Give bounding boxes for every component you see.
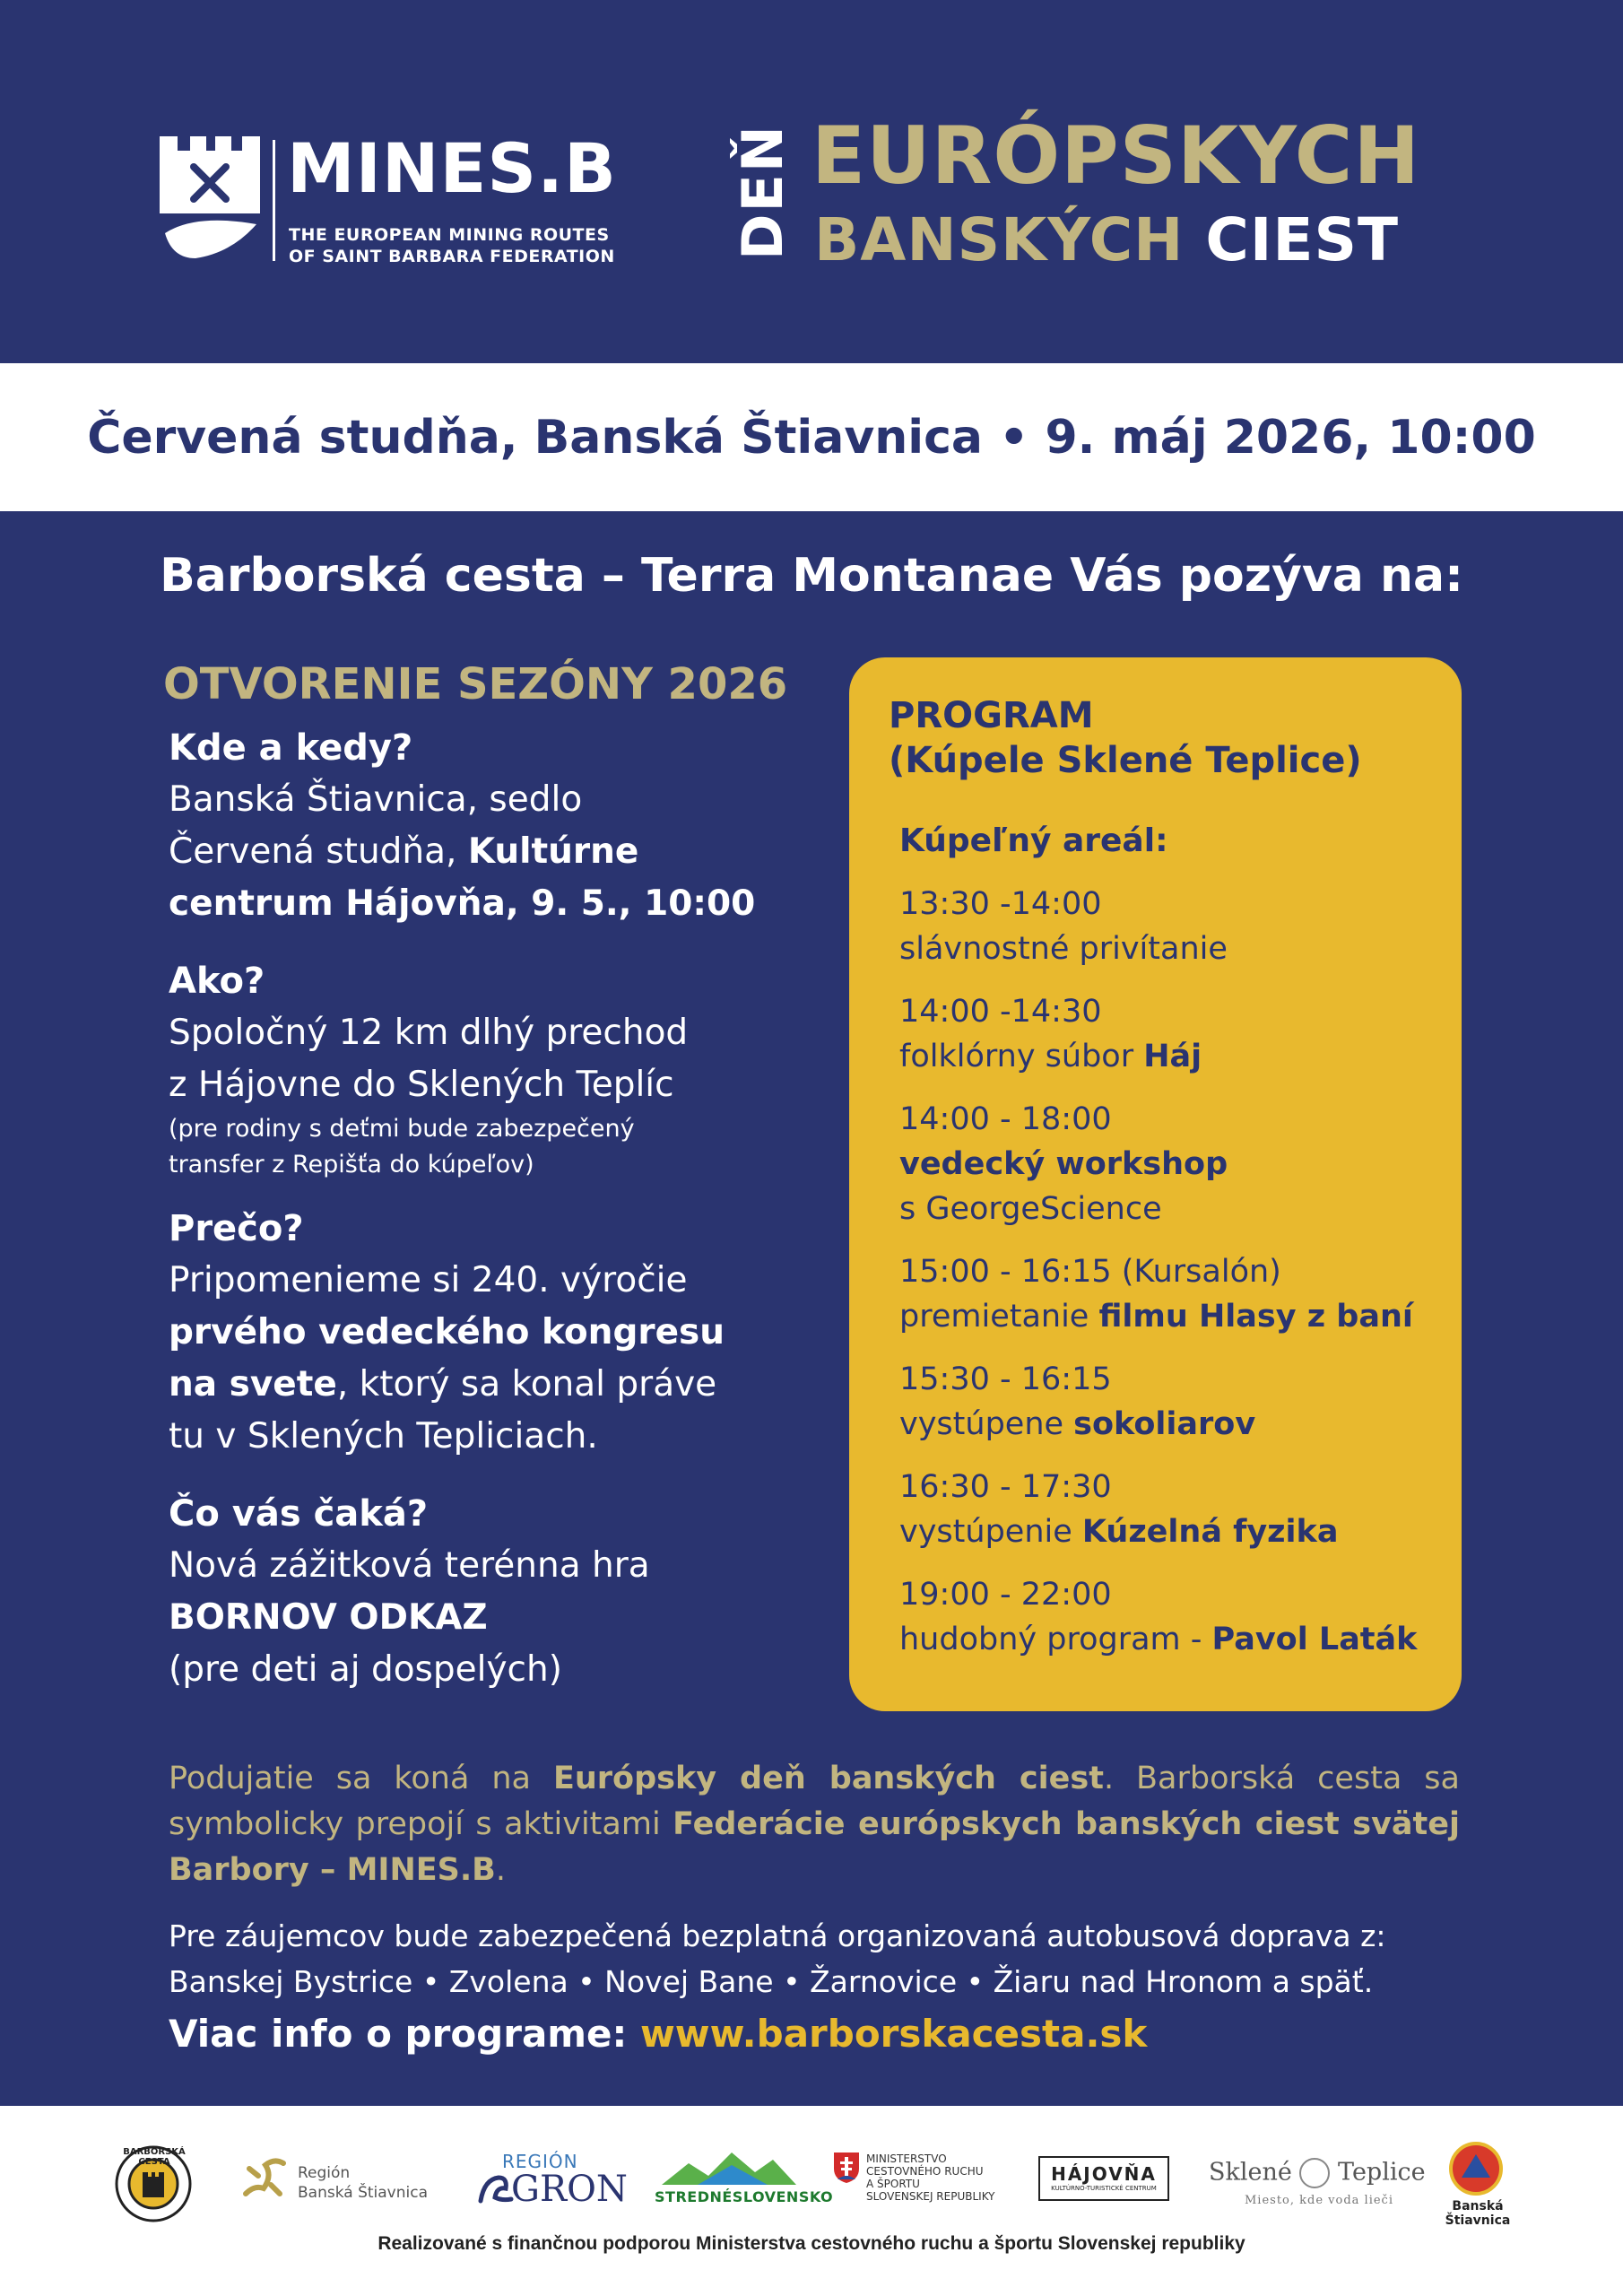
why-line1: Pripomenieme si 240. výročie: [169, 1260, 688, 1300]
den-vertical-label: DEŇ: [730, 124, 795, 260]
why-line2: [169, 1307, 796, 1359]
program-item-desc: [899, 1509, 1426, 1554]
how-line1: Spoločný 12 km dlhý prechod: [169, 1013, 689, 1053]
program-item-text: slávnostné privítanie: [899, 931, 1228, 967]
where-when-line2-bold: Kultúrne: [467, 831, 639, 872]
logo-name: MINES.B: [287, 128, 617, 208]
footer-p1-e: .: [495, 1852, 506, 1888]
hajovna-logo: [1038, 2156, 1169, 2201]
sklene-teplice-logo: [1209, 2158, 1426, 2188]
title-line2-gold: BANSKÝCH: [814, 205, 1185, 274]
sklene-drop-icon: [1299, 2158, 1330, 2188]
program-item-time: 16:30 - 17:30: [899, 1469, 1112, 1505]
invite-heading: Barborská cesta – Terra Montanae Vás pozýva na:: [160, 549, 1463, 603]
region-bs-line1: Región: [298, 2164, 351, 2182]
program-item-text: premietanie: [899, 1299, 1099, 1335]
program-box: [849, 657, 1462, 1711]
title-line2: [814, 205, 1400, 274]
season-title: OTVORENIE SEZÓNY 2026: [163, 659, 788, 709]
program-item-desc: [899, 926, 1426, 971]
program-item-desc: [899, 1142, 1426, 1187]
how-block: [169, 955, 796, 1183]
program-item-desc: [899, 1402, 1426, 1447]
program-item-bold: filmu Hlasy z baní: [1098, 1299, 1413, 1335]
hajovna-name: HÁJOVŇA: [1051, 2163, 1157, 2185]
program-item-bold: Háj: [1143, 1039, 1202, 1074]
how-note-line1: (pre rodiny s deťmi bude zabezpečený: [169, 1115, 635, 1143]
why-question: Prečo?: [169, 1208, 304, 1249]
more-info-label: Viac info o programe:: [169, 2012, 640, 2056]
program-item-text: folklórny súbor: [899, 1039, 1144, 1074]
funding-note: Realizované s finančnou podporou Ministerstva cestovného ruchu a športu Slovenskej republiky: [378, 2233, 1245, 2254]
program-item-bold: sokoliarov: [1073, 1406, 1256, 1442]
what-line2-bold: BORNOV ODKAZ: [169, 1597, 488, 1638]
region-bs-line2: Banská Štiavnica: [298, 2184, 428, 2202]
why-line3-plain: , ktorý sa konal práve: [336, 1364, 717, 1405]
title-line1: EURÓPSKYCH: [812, 109, 1421, 202]
footer-transport-line2: Banskej Bystrice • Zvolena • Novej Bane • Žarnovice • Žiaru nad Hronom a späť.: [169, 1964, 1374, 1999]
program-item-time: 19:00 - 22:00: [899, 1577, 1112, 1613]
ministry-line3: A ŠPORTU: [866, 2178, 920, 2190]
location-bar: [0, 363, 1623, 511]
how-note-line2: transfer z Repišťa do kúpeľov): [169, 1151, 534, 1178]
location-text: Červená studňa, Banská Štiavnica • 9. máj 2026, 10:00: [87, 410, 1536, 465]
region-gron-line1: REGIÓN: [502, 2151, 578, 2172]
where-when-line3: [169, 878, 796, 930]
program-item-time: 14:00 -14:30: [899, 994, 1102, 1030]
region-gron-line2: GRON: [511, 2169, 628, 2210]
program-item-time: 15:30 - 16:15: [899, 1361, 1112, 1397]
why-block: [169, 1203, 796, 1463]
footer-p1-c: . Barborská cesta sa symbolicky prepojí s aktivitami: [169, 1761, 1460, 1842]
program-title-line2: (Kúpele Sklené Teplice): [889, 740, 1362, 781]
sklene-teplice-tagline: Miesto, kde voda lieči: [1245, 2194, 1393, 2207]
logo-divider: [273, 140, 275, 261]
why-line3-bold: na svete: [169, 1364, 337, 1405]
program-item-desc: [899, 1617, 1426, 1662]
banska-stiavnica-emblem-icon: [1449, 2142, 1503, 2196]
program-item-desc: [899, 1034, 1426, 1079]
program-item: [899, 989, 1426, 1079]
program-area-label: Kúpeľný areál:: [899, 822, 1168, 859]
header-banner: [0, 0, 1623, 363]
program-item-time: 14:00 - 18:00: [899, 1101, 1112, 1137]
sponsors-strip: [0, 2106, 1623, 2296]
logo-subtitle: [289, 224, 615, 267]
program-item-bold: Pavol Laták: [1211, 1622, 1418, 1657]
program-item-bold: vedecký workshop: [899, 1146, 1228, 1182]
ministry-line4: SLOVENSKEJ REPUBLIKY: [866, 2190, 995, 2203]
ministry-label: [866, 2152, 994, 2203]
footer-p1-a: Podujatie sa koná na: [169, 1761, 553, 1796]
program-item: [899, 1097, 1426, 1231]
more-info-link[interactable]: www.barborskacesta.sk: [639, 2012, 1148, 2056]
where-when-block: [169, 722, 796, 930]
what-question: Čo vás čaká?: [169, 1493, 429, 1535]
mines-castle-logo-icon: [160, 136, 260, 262]
footer-p1-b: Európsky deň banských ciest: [552, 1761, 1104, 1796]
why-line3: [169, 1359, 796, 1411]
what-line1: Nová zážitková terénna hra: [169, 1545, 650, 1586]
ministry-line2: CESTOVNÉHO RUCHU: [866, 2165, 984, 2178]
title-line2-white: CIEST: [1205, 205, 1400, 274]
where-when-question: Kde a kedy?: [169, 727, 413, 769]
region-bs-label: [298, 2163, 428, 2203]
slovak-coat-of-arms-icon: [834, 2152, 859, 2183]
program-item: [899, 1465, 1426, 1554]
program-item: [899, 1572, 1426, 1662]
program-list: [889, 882, 1426, 1662]
footer-paragraph-transport: [169, 1913, 1460, 2005]
footer-paragraph-federation: [169, 1756, 1460, 1893]
where-when-line2: [169, 826, 796, 878]
what-block: [169, 1488, 796, 1696]
program-item-text: vystúpene: [899, 1406, 1074, 1442]
logo-subtitle-line1: THE EUROPEAN MINING ROUTES: [289, 225, 610, 245]
program-item-text2: s GeorgeScience: [899, 1191, 1162, 1227]
region-bs-salamander-icon: [239, 2149, 292, 2205]
program-item-desc: [899, 1294, 1426, 1339]
how-line2: z Hájovne do Sklených Teplíc: [169, 1065, 674, 1105]
stredne-slovensko-label: STREDNÉSLOVENSKO: [655, 2188, 834, 2205]
program-item-bold: Kúzelná fyzika: [1081, 1514, 1339, 1550]
sklene-word: Sklené: [1209, 2158, 1292, 2187]
program-item-text: vystúpenie: [899, 1514, 1082, 1550]
footer-p1-d: Federácie európskych banských ciest svätej Barbory – MINES.B: [169, 1806, 1460, 1888]
program-item: [899, 882, 1426, 971]
logo-subtitle-line2: OF SAINT BARBARA FEDERATION: [289, 247, 615, 266]
ministry-line1: MINISTERSTVO: [866, 2152, 947, 2165]
hajovna-subtitle: KULTÚRNO-TURISTICKÉ CENTRUM: [1051, 2185, 1157, 2192]
where-when-line2-plain: Červená studňa,: [169, 831, 468, 872]
why-line4: tu v Sklených Tepliciach.: [169, 1416, 598, 1457]
footer-transport-line1: Pre záujemcov bude zabezpečená bezplatná organizovaná autobusová doprava z:: [169, 1918, 1386, 1953]
program-item-time: 15:00 - 16:15 (Kursalón): [899, 1254, 1281, 1290]
program-title-line1: PROGRAM: [889, 695, 1094, 736]
banska-stiavnica-label: Banská Štiavnica: [1445, 2199, 1511, 2228]
teplice-word: Teplice: [1338, 2158, 1426, 2187]
where-when-line3-bold: centrum Hájovňa, 9. 5., 10:00: [169, 883, 756, 924]
program-item-text: hudobný program -: [899, 1622, 1212, 1657]
stredne-slovensko-hills-icon: [662, 2152, 796, 2185]
program-item: [899, 1249, 1426, 1339]
program-item-time: 13:30 -14:00: [899, 886, 1102, 922]
program-item: [899, 1357, 1426, 1447]
why-line2-bold: prvého vedeckého kongresu: [169, 1312, 725, 1352]
program-title: [889, 693, 1426, 783]
barborska-ring-text: BARBORSKÁ CESTA: [123, 2147, 186, 2167]
how-question: Ako?: [169, 961, 265, 1002]
event-details: [169, 722, 796, 1716]
more-info: [169, 2012, 1147, 2056]
what-line3: (pre deti aj dospelých): [169, 1649, 562, 1690]
what-line2: [169, 1592, 796, 1644]
where-when-line1: Banská Štiavnica, sedlo: [169, 779, 583, 820]
